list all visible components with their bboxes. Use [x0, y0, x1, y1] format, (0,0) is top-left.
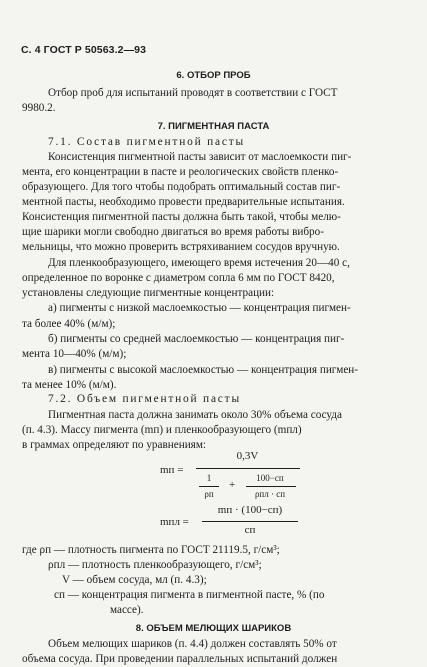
- s7-line-6: щие шарики могли свободно двигаться во время работы вибро-: [22, 226, 324, 238]
- formula-1-numerator: 0,3V: [236, 450, 259, 462]
- formula-1-a-bar: [199, 486, 219, 487]
- s7-2-line-2: (п. 4.3). Массу пигмента (mп) и пленкообразующего (mпл): [22, 424, 302, 436]
- def-v: V — объем сосуда, мл (п. 4.3);: [62, 574, 207, 586]
- s7-line-2: мента, его концентрации в пасте и реологических свойств пленко-: [22, 166, 339, 178]
- def-rho-pl: ρпл — плотность пленкообразующего, г/см³;: [48, 559, 262, 571]
- s7-line-8: Для пленкообразующего, имеющего время истечения 20—40 с,: [48, 257, 350, 269]
- formula-2-denominator: cп: [244, 524, 256, 536]
- formula-1-plus: +: [229, 479, 236, 491]
- formula-2-bar: [202, 521, 298, 522]
- s7-item-c-1: в) пигменты с высокой маслоемкостью — концентрация пигмен-: [48, 364, 359, 376]
- formula-1-a-den: ρп: [204, 489, 214, 499]
- def-c-p-cont: массе).: [110, 604, 144, 616]
- formula-1-a-num: 1: [206, 473, 212, 483]
- s7-item-b-2: мента 10—40% (м/м);: [22, 348, 127, 360]
- s7-line-10: установлены следующие пигментные концентрации:: [22, 287, 275, 299]
- subsection-7-2-title: 7.2. Объем пигментной пасты: [48, 393, 241, 405]
- section-8-title: 8. ОБЪЕМ МЕЛЮЩИХ ШАРИКОВ: [135, 623, 292, 634]
- s7-line-4: ментной пасты, необходимо провести предварительные испытания.: [22, 196, 345, 208]
- s7-line-3: образующего. Для того чтобы подобрать оптимальный состав пиг-: [22, 181, 341, 193]
- section-6-line-1: Отбор проб для испытаний проводят в соответствии с ГОСТ: [48, 87, 338, 99]
- section-8-line-2: объема сосуда. При проведении параллельных испытаний должен: [22, 653, 338, 665]
- s7-2-line-3: в граммах определяют по уравнениям:: [22, 439, 207, 451]
- s7-item-c-2: та менее 10% (м/м).: [22, 379, 117, 391]
- formula-definitions: [22, 543, 325, 618]
- s7-line-1: Консистенция пигментной пасты зависит от маслоемкости пиг-: [48, 151, 352, 163]
- s7-line-9: определенное по воронке с диаметром сопла 6 мм по ГОСТ 8420,: [22, 272, 335, 284]
- s7-item-a-2: та более 40% (м/м);: [22, 318, 116, 330]
- s7-item-b-1: б) пигменты со средней маслоемкостью — концентрация пиг-: [48, 333, 345, 345]
- s7-item-a-1: а) пигменты с низкой маслоемкостью — концентрация пигмен-: [48, 302, 351, 314]
- formula-2-numerator: mп · (100−cп): [217, 504, 283, 516]
- def-c-p: cп — концентрация пигмента в пигментной пасте, % (по: [54, 589, 325, 601]
- formula-1-main-bar: [196, 468, 300, 469]
- def-rho-p: где ρп — плотность пигмента по ГОСТ 21119.5, г/см³;: [22, 544, 280, 556]
- s7-line-5: Консистенция пигментной пасты должна быть такой, чтобы мелю-: [22, 211, 341, 223]
- formula-1-b-num: 100−cп: [256, 473, 284, 483]
- section-8-line-1: Объем мелющих шариков (п. 4.4) должен составлять 50% от: [48, 638, 337, 650]
- page-header: С. 4 ГОСТ Р 50563.2—93: [21, 44, 147, 56]
- s7-2-line-1: Пигментная паста должна занимать около 30% объема сосуда: [48, 409, 342, 421]
- subsection-7-1-title: 7.1. Состав пигментной пасты: [48, 136, 245, 148]
- formula-1-b-bar: [246, 486, 296, 487]
- s7-line-7: мельницы, что можно проверить встряхиванием сосудов вручную.: [22, 241, 340, 253]
- section-7-title: 7. ПИГМЕНТНАЯ ПАСТА: [157, 121, 270, 132]
- section-6-line-2: 9980.2.: [22, 102, 56, 114]
- section-6-title: 6. ОТБОР ПРОБ: [176, 70, 251, 81]
- formula-2-lhs: mпл =: [160, 516, 189, 528]
- formula-1-lhs: mп =: [160, 464, 184, 476]
- formula-1-b-den: ρпл · cп: [254, 489, 286, 499]
